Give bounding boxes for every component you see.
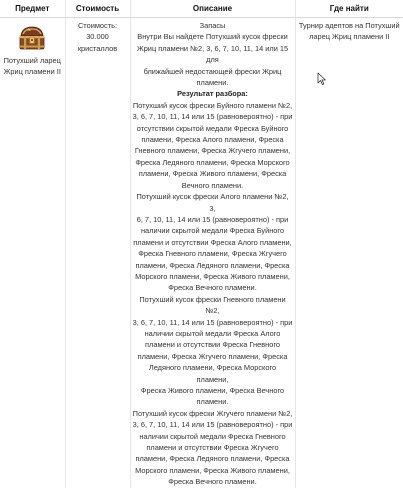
result-line: наличии скрытой медали Фреска Алого [144,328,281,338]
where-line: Турнир адептов на Потухший [298,21,400,30]
result-line: Потухший кусок фрески Гневного пламени №2, [139,294,286,316]
result-line: Морского пламени, Фреска Живого пламени, [135,271,290,281]
result-line: Потухший кусок фрески Алого пламени №2, 3, [136,192,289,213]
result-line: Фреска Вечного пламени. [168,477,257,487]
item-cell [0,18,65,488]
result-line: отсутствии скрытой медали Фреска Буйного [136,123,289,133]
item-name: Потухший ларец Жриц пламени II [3,56,61,77]
result-line: 3, 6, 7, 10, 11, 14 или 15 (равновероятно) - при [132,112,293,122]
result-heading: Результат разбора: [177,89,248,99]
result-line: наличии скрытой медали Фреска Буйного [140,226,285,236]
cost-amount: 30.000 [86,32,109,42]
table-header-row [0,0,403,18]
result-line: Потухший кусок фрески Жгучего пламени №2, [132,408,293,418]
result-line: пламени и отсутствии Фреска Жгучего [146,443,279,453]
description-intro-line: Жриц пламени №2, 3, 6, 7, 10, 11, 14 или 15 для [136,43,289,65]
description-cell [130,18,295,488]
description-intro-line: ближайшей недостающей фрески Жриц [143,66,282,76]
column-header-cost: Стоимость [65,0,130,18]
cost-currency: кристаллов [77,43,118,53]
cost-label: Стоимость: [77,21,118,30]
result-line: 3, 6, 7, 10, 11, 14 или 15 (равновероятно) - при [132,317,293,327]
result-line: Вечного пламени. [181,180,244,190]
result-line: Ледяного пламени, Фреска Морского пламени, [148,363,277,384]
result-line: пламени и отсутствии Фреска Гневного [145,340,280,350]
table-row [0,18,403,488]
result-line: Гневного пламени, Фреска Жгучего пламени, [134,146,291,156]
result-line: пламени. [196,397,229,407]
column-header-item: Предмет [0,0,65,18]
mouse-pointer-icon [317,72,327,86]
result-line: Фреска Ледяного пламени, Фреска Морского [135,157,290,167]
result-line: Фреска Гневного пламени, Фреска Жгучего [138,249,287,259]
description-intro-line: Внутри Вы найдете Потухший кусок фрески [137,32,288,42]
cost-cell [65,18,130,488]
column-header-where: Где найти [295,0,403,18]
result-line: пламени, Фреска Ледяного пламени, Фреска [135,454,290,464]
description-intro-line: пламени. [196,78,229,88]
result-line: пламени и отсутствии Фреска Алого пламени, [133,237,292,247]
result-line: Фреска Живого пламени, Фреска Вечного [140,386,285,395]
result-line: наличии скрытой медали Фреска Гневного [139,431,286,441]
result-line: пламени, Фреска Жгучего пламени, Фреска [137,351,288,361]
where-line: ларец Жриц пламени II [309,32,390,42]
description-title: Запасы [199,21,226,30]
result-line: Фреска Вечного пламени. [168,283,257,293]
treasure-chest-icon [17,24,47,52]
result-line: пламени, Фреска Ледяного пламени, Фреска [135,260,290,270]
result-line: 3, 6, 7, 10, 11, 14 или 15 (равновероятно) - при [132,420,293,430]
result-line: пламени, Фреска Живого пламени, Фреска [138,169,287,179]
column-header-description: Описание [130,0,295,18]
result-line: пламени, Фреска Алого пламени, Фреска [141,135,284,145]
result-line: 6, 7, 10, 11, 14 или 15 (равновероятно) - при [136,214,289,224]
result-line: Потухший кусок фрески Буйного пламени №2, [132,100,293,110]
where-cell [295,18,403,488]
result-line: Морского пламени, Фреска Живого пламени, [135,465,290,475]
